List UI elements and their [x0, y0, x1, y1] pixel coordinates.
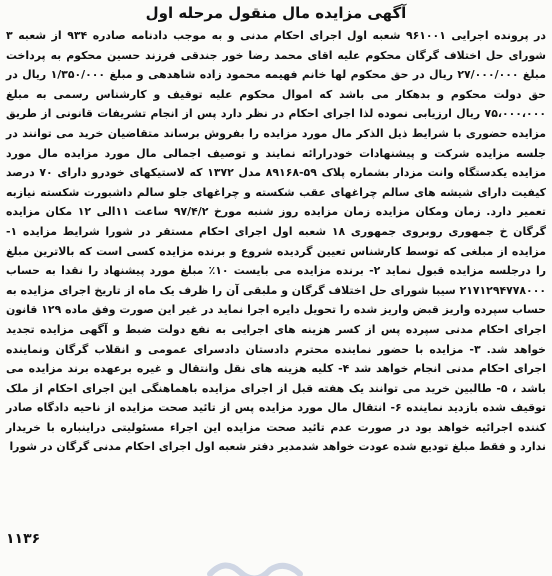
- ad-number: ۱۱۳۶: [6, 531, 41, 547]
- notice-body: در پرونده اجرایی ۹۶۱۰۰۱ شعبه اول اجرای احکام مدنی و به موجب دادنامه صادره ۹۳۴ از شعبه ۳ شورای حل اختلاف گرگان محکوم علیه اقای محمد رضا خور جندقی فرزند حسین محکوم به پرداخت مبلغ ۲۷/۰۰۰/۰۰۰ ریال در حق محکوم لها خانم فهیمه محمود زاده شاهدهی و مبلغ ۱/۳۵۰/۰۰۰ ریال در حق دولت محکوم و بدهکار می باشد که اموال محکوم علیه توقیف و کارشناس رسمی به مبلغ ۷۵،۰۰۰،۰۰۰ ریال ارزیابی نموده لذا اجرای احکام در نظر دارد پس از انجام تشریفات قانونی از طریق مزایده حضوری با شرایط ذیل الذکر مال مورد مزایده را بفروش برساند متقاضیان خرید می توانند در جلسه مزایده شرکت و پیشنهادات خودرارائه نمایند و توصیف اجمالی مال مورد مزایده مال مورد مزایده یکدستگاه وانت مزدار بشماره پلاک ۵۹-۸۹۱۶۸ مدل ۱۳۷۲ که لاستیکهای خودرو دارای ۷۰ درصد کیفیت دارای شیشه های سالم چراغهای عقب شکسته و چراغهای جلو سالم داشبورت شکسته نیازبه تعمیر دارد. زمان ومکان مزایده زمان مزایده روز شنبه مورخ ۹۷/۴/۲ ساعت ۱۱الی ۱۲ مکان مزایده گرگان خ جمهوری روبروی جمهوری ۱۸ شعبه اول اجرای احکام مستقر در شورا شرایط مزایده ۱- مزایده از مبلغی که توسط کارشناس تعیین گردیده شروع و برنده مزایده کسی است که بالاترین مبلغ را درجلسه مزایده قبول نماید ۲- برنده مزایده می بایست ۱۰٪ مبلغ مورد پیشنهاد را نقدا به حساب ۲۱۷۱۲۹۴۷۷۸۰۰۰ سیبا شورای حل اختلاف گرگان و ملبقی آن را ظرف یک ماه از تاریخ اجرای مزایده به حساب سپرده واریز قبض واریز شده را تحویل دایره اجرا نماید در غیر این صورت وفق ماده ۱۲۹ قانون اجرای احکام مدنی سپرده پس از کسر هزینه های اجرایی به نفع دولت ضبط و آگهی مزایده تجدید خواهد شد. ۳- مزایده با حضور نماینده محترم دادستان دادسرای عمومی و انقلاب گرگان ونماینده اجرای احکام مدنی انجام خواهد شد ۴- کلیه هزینه های نقل وانتقال و غیره برعهده برند مزایده می باشد ، ۵- طالبین خرید می توانند یک هفته قبل از اجرای مزایده باهماهنگی این اجرای احکام از ملک توقیف شده بازدید نماینده ۶- انتقال مال مورد مزایده پس از تائید صحت مزایده از ناحیه دادگاه صادر کننده اجرائیه خواهد بود در صورت عدم تائید صحت مزایده این اجراء مسئولیتی دراینباره با خریدار ندارد و فقط مبلغ تودیع شده عودت خواهد شدمدیر دفتر شعبه اول اجرای احکام مدنی گرگان در شورا: [6, 29, 547, 454]
- notice-title: آگهی مزایده مال منقول مرحله اول: [145, 4, 407, 22]
- watermark-graphic: [200, 556, 320, 576]
